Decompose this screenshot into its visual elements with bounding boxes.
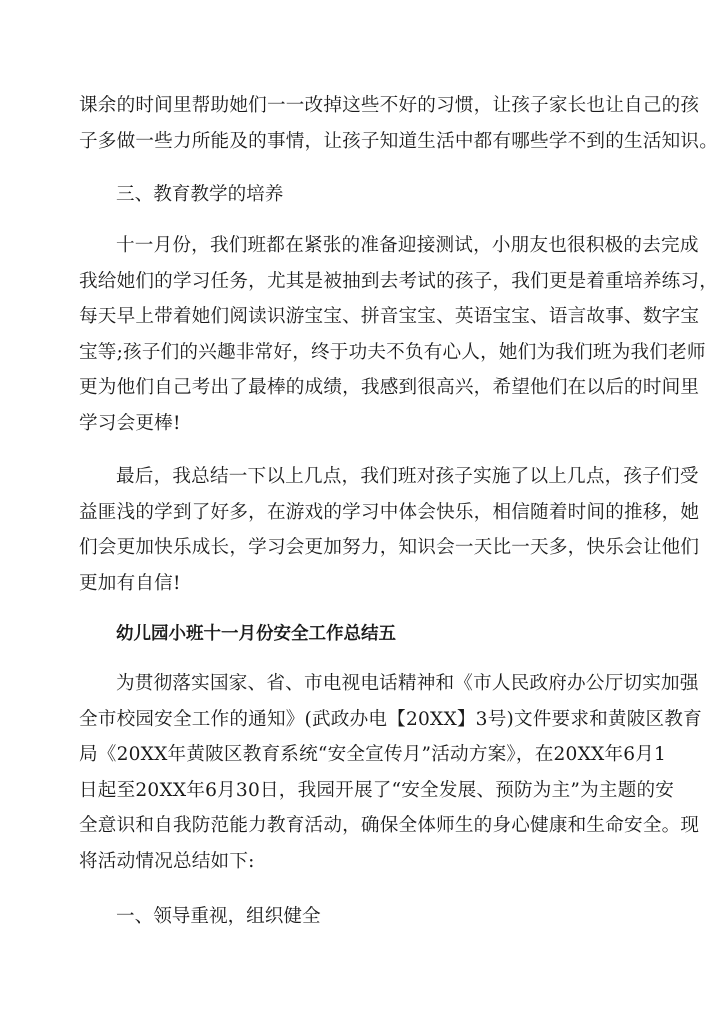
text-line: 课余的时间里帮助她们一一改掉这些不好的习惯，让孩子家长也让自己的孩 bbox=[79, 95, 700, 116]
paragraph-continuation bbox=[79, 88, 718, 159]
section-heading: 一、领导重视，组织健全 bbox=[116, 906, 321, 927]
text-line: 为贯彻落实国家、省、市电视电话精神和《市人民政府办公厅切实加强 bbox=[116, 673, 699, 694]
text-line: 子多做一些力所能及的事情，让孩子知道生活中都有哪些学不到的生活知识。 bbox=[79, 130, 718, 152]
text-line: 最后，我总结一下以上几点，我们班对孩子实施了以上几点，孩子们受 bbox=[116, 466, 699, 487]
text-line: 局《20XX年黄陂区教育系统“安全宣传月”活动方案》，在20XX年6月1 bbox=[79, 744, 667, 765]
text-line: 我给她们的学习任务，尤其是被抽到去考试的孩子，我们更是着重培养练习， bbox=[79, 270, 718, 292]
text-line: 十一月份，我们班都在紧张的准备迎接测试，小朋友也很积极的去完成 bbox=[116, 235, 699, 256]
text-line: 更加有自信! bbox=[79, 572, 181, 594]
text-line: 全市校园安全工作的通知》(武政办电【20XX】3号)文件要求和黄陂区教育 bbox=[79, 708, 702, 730]
paragraph-safety-intro bbox=[79, 666, 702, 879]
text-line: 宝等;孩子们的兴趣非常好，终于功夫不负有心人，她们为我们班为我们老师 bbox=[79, 341, 706, 363]
text-line: 更为他们自己考出了最棒的成绩，我感到很高兴，希望他们在以后的时间里 bbox=[79, 377, 700, 398]
text-line: 全意识和自我防范能力教育活动，确保全体师生的身心健康和生命安全。现 bbox=[79, 815, 700, 836]
text-line: 日起至20XX年6月30日，我园开展了“安全发展、预防为主”为主题的安 bbox=[79, 779, 675, 801]
text-line: 学习会更棒! bbox=[79, 412, 181, 434]
section-heading: 三、教育教学的培养 bbox=[116, 184, 284, 205]
paragraph-summary bbox=[79, 459, 700, 601]
document-title: 幼儿园小班十一月份安全工作总结五 bbox=[116, 624, 396, 644]
text-line: 将活动情况总结如下: bbox=[79, 850, 255, 872]
text-line: 每天早上带着她们阅读识游宝宝、拼音宝宝、英语宝宝、语言故事、数字宝 bbox=[79, 306, 700, 327]
paragraph-education bbox=[79, 228, 718, 441]
text-line: 益匪浅的学到了好多，在游戏的学习中体会快乐，相信随着时间的推移，她 bbox=[79, 501, 700, 523]
text-line: 们会更加快乐成长，学习会更加努力，知识会一天比一天多，快乐会让他们 bbox=[79, 537, 700, 558]
